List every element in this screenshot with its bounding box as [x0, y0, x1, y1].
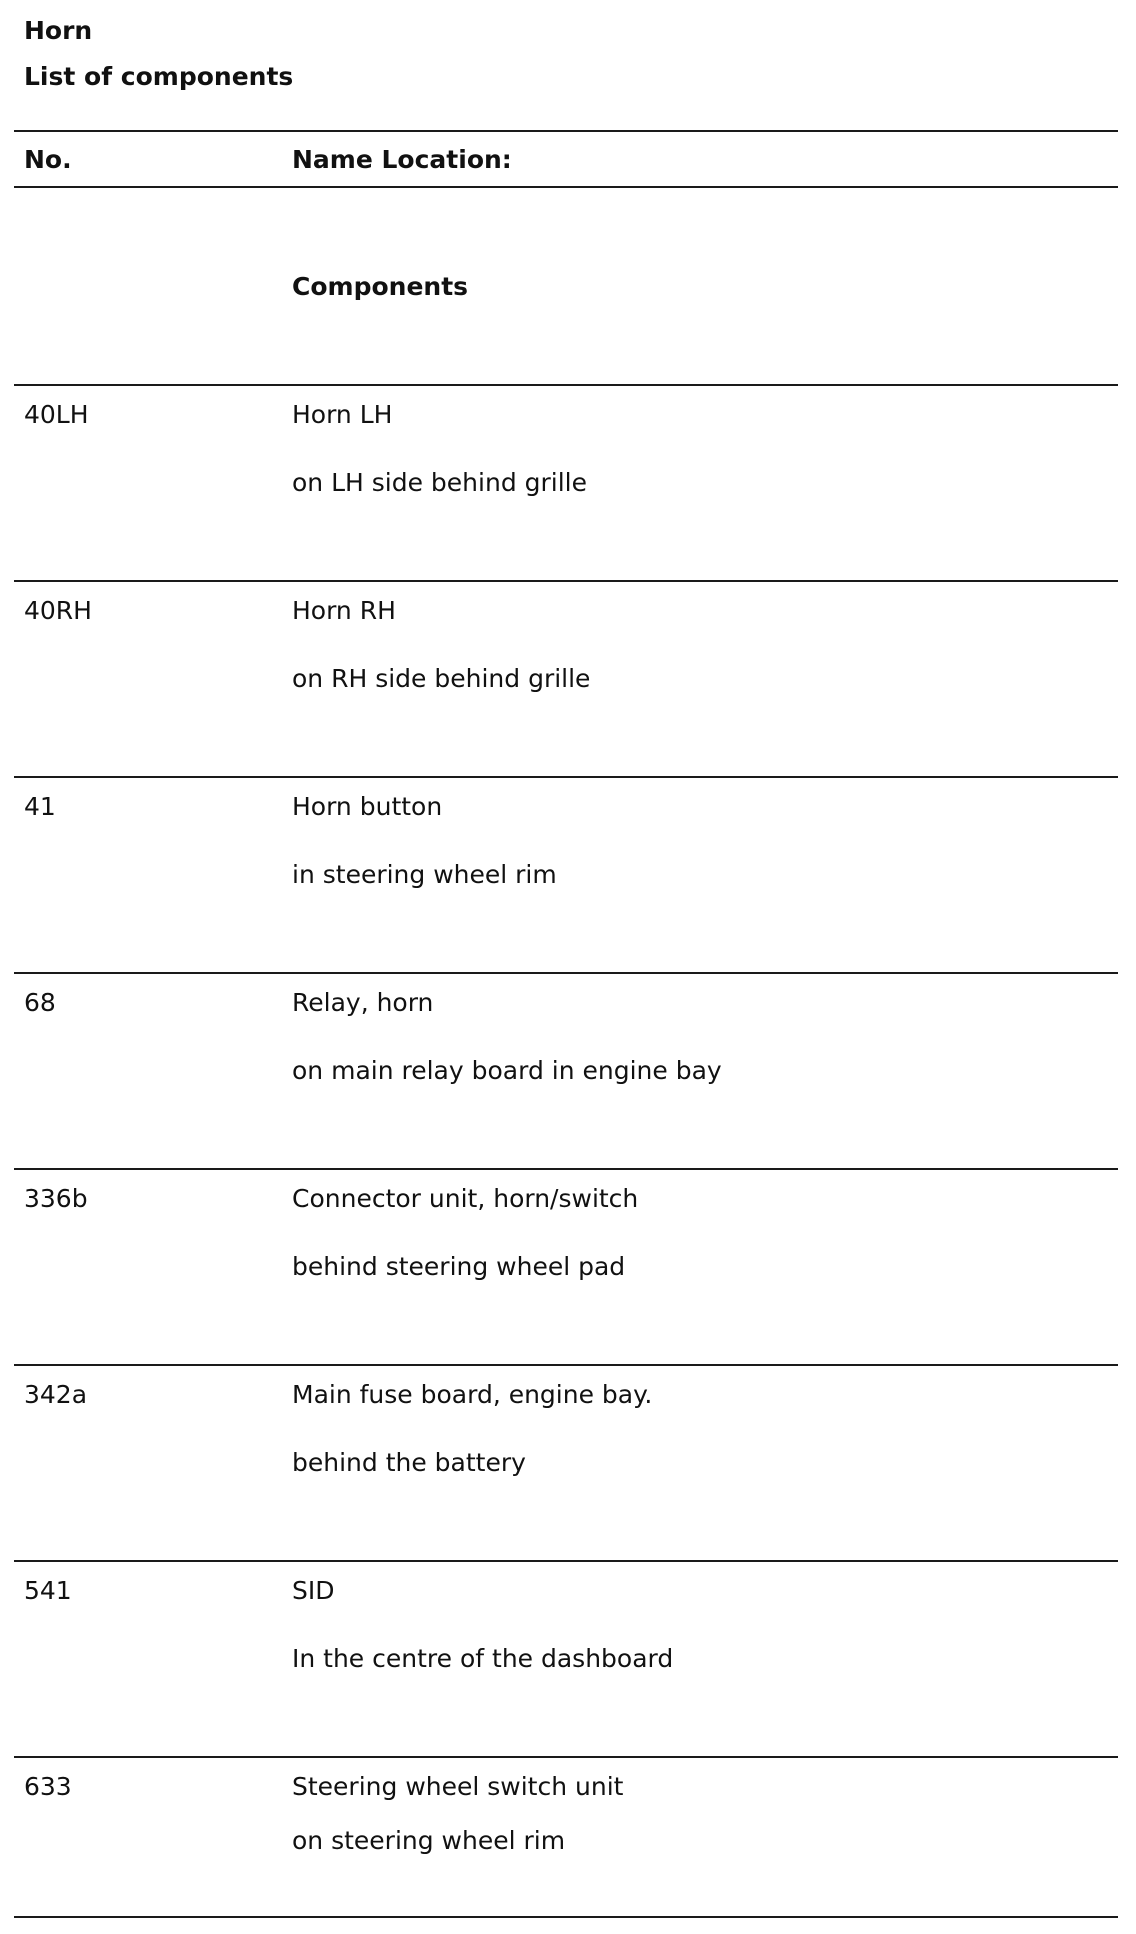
- row-component-name: Horn button: [292, 792, 443, 821]
- page-title: Horn: [24, 16, 93, 45]
- row-number: 41: [24, 792, 56, 821]
- column-header-no: No.: [24, 145, 72, 174]
- row-component-location: on main relay board in engine bay: [292, 1056, 722, 1085]
- row-component-name: SID: [292, 1576, 335, 1605]
- page-subtitle: List of components: [24, 62, 294, 91]
- row-component-location: in steering wheel rim: [292, 860, 557, 889]
- row-number: 68: [24, 988, 56, 1017]
- row-component-name: Main fuse board, engine bay.: [292, 1380, 653, 1409]
- table-header-rule: [14, 186, 1118, 188]
- row-component-location: behind the battery: [292, 1448, 526, 1477]
- row-component-location: on LH side behind grille: [292, 468, 587, 497]
- table-row-rule: [14, 384, 1118, 386]
- row-number: 40RH: [24, 596, 92, 625]
- table-row-rule: [14, 1756, 1118, 1758]
- row-number: 40LH: [24, 400, 89, 429]
- row-component-location: In the centre of the dashboard: [292, 1644, 674, 1673]
- table-row-rule: [14, 1168, 1118, 1170]
- table-top-rule: [14, 130, 1118, 132]
- row-component-location: on steering wheel rim: [292, 1826, 566, 1855]
- table-row-rule: [14, 1560, 1118, 1562]
- table-row-rule: [14, 1364, 1118, 1366]
- table-row-rule: [14, 776, 1118, 778]
- row-component-name: Horn RH: [292, 596, 396, 625]
- row-component-location: behind steering wheel pad: [292, 1252, 626, 1281]
- section-label-components: Components: [292, 272, 469, 301]
- row-component-name: Relay, horn: [292, 988, 434, 1017]
- table-bottom-rule: [14, 1916, 1118, 1918]
- row-component-name: Horn LH: [292, 400, 393, 429]
- row-number: 342a: [24, 1380, 88, 1409]
- column-header-name-location: Name Location:: [292, 145, 512, 174]
- table-row-rule: [14, 972, 1118, 974]
- row-component-name: Connector unit, horn/switch: [292, 1184, 639, 1213]
- table-row-rule: [14, 580, 1118, 582]
- row-component-location: on RH side behind grille: [292, 664, 591, 693]
- row-component-name: Steering wheel switch unit: [292, 1772, 624, 1801]
- row-number: 633: [24, 1772, 72, 1801]
- row-number: 541: [24, 1576, 72, 1605]
- row-number: 336b: [24, 1184, 88, 1213]
